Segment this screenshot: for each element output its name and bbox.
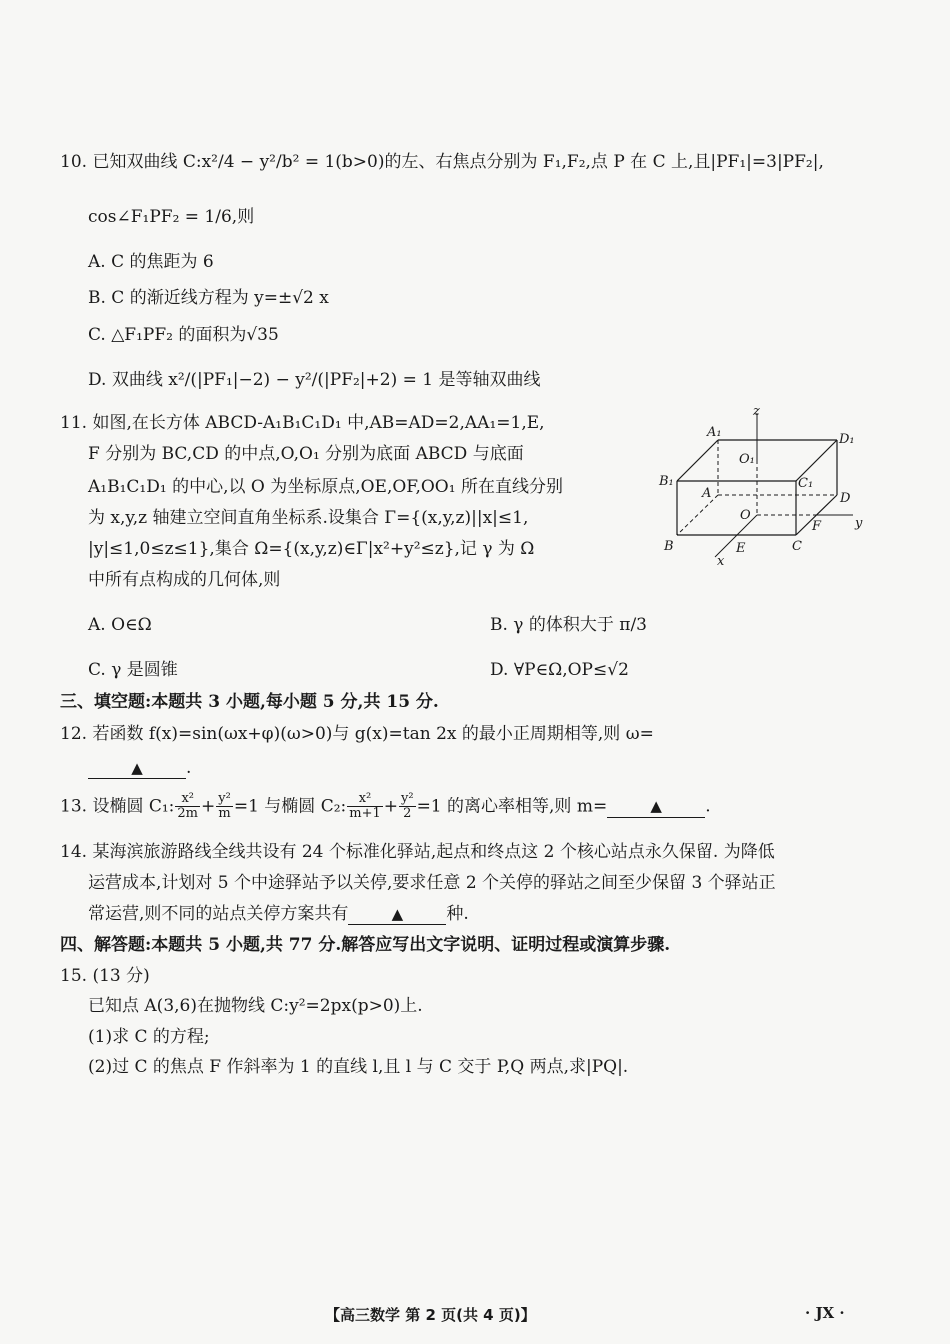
q14-blank: ▲: [348, 904, 446, 925]
section-4-heading: 四、解答题:本题共 5 小题,共 77 分.解答应写出文字说明、证明过程或演算步骤.: [60, 935, 671, 955]
label-o: O: [740, 508, 751, 523]
label-b: B: [664, 539, 674, 554]
label-d1: D₁: [839, 432, 855, 447]
q10-line2: cos∠F₁PF₂ = 1/6,则: [88, 207, 255, 227]
q10-option-a: A. C 的焦距为 6: [88, 252, 214, 272]
q11-option-d: D. ∀P∈Ω,OP≤√2: [490, 660, 629, 680]
q14-line3: 常运营,则不同的站点关停方案共有 ▲ 种.: [88, 904, 469, 924]
q11-line5: |y|≤1,0≤z≤1},集合 Ω={(x,y,z)∈Γ|x²+y²≤z},记 γ 为 Ω: [88, 539, 535, 559]
label-f: F: [812, 519, 822, 534]
q11-line3: A₁B₁C₁D₁ 的中心,以 O 为坐标原点,OE,OF,OO₁ 所在直线分别: [88, 477, 563, 497]
label-c1: C₁: [798, 476, 814, 491]
label-b1: B₁: [659, 474, 674, 489]
q11-line6: 中所有点构成的几何体,则: [88, 570, 281, 590]
label-c: C: [792, 539, 802, 554]
cuboid-figure: [655, 405, 870, 570]
q11-option-a: A. O∈Ω: [88, 615, 152, 635]
q11-line4: 为 x,y,z 轴建立空间直角坐标系.设集合 Γ={(x,y,z)||x|≤1,: [88, 508, 529, 528]
q13-blank: ▲: [607, 796, 705, 817]
q15-stem: 已知点 A(3,6)在抛物线 C:y²=2px(p>0)上.: [88, 996, 423, 1016]
label-o1: O₁: [739, 452, 755, 467]
q15-part1: (1)求 C 的方程;: [88, 1027, 210, 1047]
label-z: z: [753, 405, 760, 419]
q13-line: 13. 设椭圆 C₁: $\frac{\text{x²}}{2m}$ + $\frac{\text{y²}}{m}$ =1 与椭圆 C₂: $\frac{\text{x²}}{m+1}$ + $\frac{\text{y²}}{2}$ =1 的离心率相等,则 m= ▲ .: [60, 791, 711, 822]
q10-line1: 10. 已知双曲线 C:x²/4 − y²/b² = 1(b>0)的左、右焦点分别为 F₁,F₂,点 P 在 C 上,且|PF₁|=3|PF₂|,: [60, 152, 824, 172]
q14-line2: 运营成本,计划对 5 个中途驿站予以关停,要求任意 2 个关停的驿站之间至少保留 3 个驿站正: [88, 873, 776, 893]
label-e: E: [736, 541, 746, 556]
q15-part2: (2)过 C 的焦点 F 作斜率为 1 的直线 l,且 l 与 C 交于 P,Q 两点,求|PQ|.: [88, 1057, 629, 1077]
q10-option-d: D. 双曲线 x²/(|PF₁|−2) − y²/(|PF₂|+2) = 1 是等轴双曲线: [88, 370, 541, 390]
q11-line2: F 分别为 BC,CD 的中点,O,O₁ 分别为底面 ABCD 与底面: [88, 444, 524, 464]
q11-option-c: C. γ 是圆锥: [88, 660, 178, 680]
q10-option-b: B. C 的渐近线方程为 y=±√2 x: [88, 288, 329, 308]
label-d: D: [840, 491, 851, 506]
label-x: x: [717, 554, 725, 569]
q14-line1: 14. 某海滨旅游路线全线共设有 24 个标准化驿站,起点和终点这 2 个核心站点永久保留. 为降低: [60, 842, 775, 862]
q10-option-c: C. △F₁PF₂ 的面积为√35: [88, 325, 279, 345]
q11-line1: 11. 如图,在长方体 ABCD-A₁B₁C₁D₁ 中,AB=AD=2,AA₁=1,E,: [60, 413, 545, 433]
page-footer: 【高三数学 第 2 页(共 4 页)】: [325, 1306, 536, 1324]
section-3-heading: 三、填空题:本题共 3 小题,每小题 5 分,共 15 分.: [60, 692, 439, 712]
q12-answer-line: ▲ .: [88, 758, 191, 779]
label-a1: A₁: [707, 425, 722, 440]
q15-title: 15. (13 分): [60, 966, 150, 986]
footer-code: · JX ·: [805, 1304, 845, 1322]
label-y: y: [855, 516, 863, 531]
label-a: A: [702, 486, 712, 501]
q12-line1: 12. 若函数 f(x)=sin(ωx+φ)(ω>0)与 g(x)=tan 2x 的最小正周期相等,则 ω=: [60, 724, 654, 744]
q12-blank: ▲: [88, 758, 186, 779]
q11-option-b: B. γ 的体积大于 π/3: [490, 615, 647, 635]
